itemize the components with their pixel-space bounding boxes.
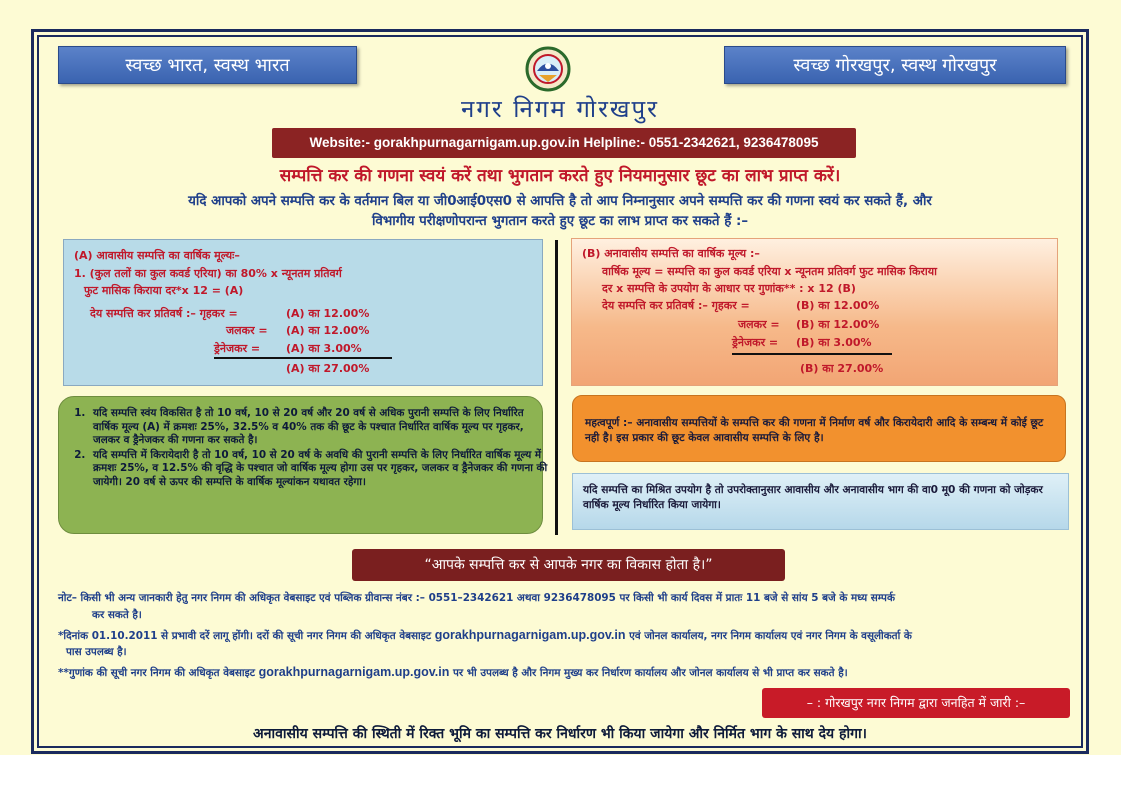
note-3-website-link[interactable]: gorakhpurnagarnigam.up.gov.in [258, 665, 450, 679]
column-divider [555, 240, 558, 535]
note-3-line [58, 663, 848, 682]
slogan-left: स्वच्छ भारत, स्वस्थ भारत [58, 46, 357, 84]
footer-note: अनावासीय सम्पत्ति की स्थिती में रिक्त भूमि का सम्पत्ति कर निर्धारण भी किया जायेगा और निर्मित भाग के साथ देय होगा। [253, 726, 867, 742]
rule-item: 1. यदि सम्पत्ति स्वंय विकसित है तो 10 वर्ष, 10 से 20 वर्ष और 20 वर्ष से अधिक पुरानी सम्पत्ति के लिए निर्धारित वार्षिक मूल्य (A) में क्रमशः 25%, 32.5% व 40% तक की छूट के पश्चात निर्धारित वार्षिक मूल्य पर गृहकर, जलकर व ड्रैनेजकर की गणना कर सकते है। [89, 407, 549, 448]
residential-total: (A) का 27.00% [286, 362, 370, 375]
nonresidential-total: (B) का 27.00% [800, 362, 884, 375]
rules-list [71, 407, 549, 491]
quote-banner: “आपके सम्पत्ति कर से आपके नगर का विकास होता है।” [352, 549, 785, 581]
important-text: महत्वपूर्ण :– अनावासीय सम्पत्तियों के सम्पत्ति कर की गणना में निर्माण वर्ष और किरायेदारी आदि के सम्बन्ध में कोई छूट नही है। इस प्रकार की छूट केवल आवासीय सम्पत्ति के लिए है। [585, 417, 1044, 444]
org-title: नगर निगम गोरखपुर [461, 95, 659, 123]
residential-house-tax-label: देय सम्पत्ति कर प्रतिवर्ष :– गृहकर = [90, 307, 238, 320]
main-heading: सम्पत्ति कर की गणना स्वयं करें तथा भुगतान करते हुए नियमानुसार छूट का लाभ प्राप्त करें। [279, 166, 841, 186]
issued-by-banner: – : गोरखपुर नगर निगम द्वारा जनहित में जारी :– [762, 688, 1070, 718]
note-2-line-1 [58, 626, 912, 645]
nonresidential-sum-line [732, 353, 892, 355]
residential-drain-tax-value: (A) का 3.00% [286, 342, 362, 355]
nonresidential-formula-1: वार्षिक मूल्य = सम्पत्ति का कुल कवर्ड एरिया x न्यूनतम प्रतिवर्ग फुट मासिक किराया [602, 265, 937, 278]
note-2-website-link[interactable]: gorakhpurnagarnigam.up.gov.in [434, 628, 626, 642]
note-1-line-1: नोट– किसी भी अन्य जानकारी हेतु नगर निगम की अधिकृत वेबसाइट एवं पब्लिक ग्रीवान्स नंबर :– 0551–2342621 अथवा 9236478095 पर किसी भी कार्य दिवस में प्रातः 11 बजे से सांय 5 बजे के मध्य सम्पर्क [58, 592, 895, 604]
intro-line-2: विभागीय परीक्षणोपरान्त भुगतान करते हुए छूट का लाभ प्राप्त कर सकते हैं :– [371, 214, 749, 229]
mixed-use-text: यदि सम्पत्ति का मिश्रित उपयोग है तो उपरोक्तानुसार आवासीय और अनावासीय भाग की वा0 मू0 की गणना को जोड़कर वार्षिक मूल्य निर्धारित किया जायेगा। [583, 484, 1043, 511]
residential-water-tax-label: जलकर = [226, 324, 268, 337]
mixed-use-box [572, 473, 1069, 530]
nonresidential-title: (B) अनावासीय सम्पत्ति का वार्षिक मूल्य :– [582, 247, 760, 260]
residential-formula-2: फुट मासिक किराया दर*x 12 = (A) [84, 284, 244, 297]
rules-box [58, 396, 548, 534]
note-1-line-2: कर सकते है। [92, 609, 142, 621]
residential-water-tax-value: (A) का 12.00% [286, 324, 370, 337]
note-3-text-a: **गुणांक की सूची नगर निगम की अधिकृत वेबसाइट [58, 667, 255, 679]
note-2-text-b: एवं जोनल कार्यालय, नगर निगम कार्यालय एवं नगर निगम के वसूलीकर्ता के [629, 630, 912, 642]
website-helpline-bar: Website:- gorakhpurnagarnigam.up.gov.in Helpline:- 0551-2342621, 9236478095 [272, 128, 856, 158]
note-2-line-2: पास उपलब्ध है। [66, 646, 127, 658]
residential-formula-1: 1. (कुल तलों का कुल कवर्ड एरिया) का 80% x न्यूनतम प्रतिवर्ग [74, 267, 342, 280]
nonresidential-water-tax-label: जलकर = [738, 318, 780, 331]
residential-drain-tax-label: ड्रेनेजकर = [214, 342, 261, 355]
nonresidential-drain-tax-value: (B) का 3.00% [796, 336, 872, 349]
intro-text [70, 192, 1050, 232]
nonresidential-box [571, 238, 1058, 386]
rule-item: 2. यदि सम्पत्ति में किरायेदारी है तो 10 वर्ष, 10 से 20 वर्ष के अवधि की पुरानी सम्पत्ति के लिए निर्धारित वार्षिक मूल्य में क्रमशः 25%, व 12.5% की वृद्धि के पश्चात जो वार्षिक मूल्य होगा उस पर गृहकर, जलकर व ड्रैनेजकर की गणना की जायेगी। 20 वर्ष से ऊपर की सम्पत्ति के वार्षिक मूल्यांकन यथावत रहेगा। [89, 449, 549, 490]
nagar-nigam-emblem-icon [525, 46, 571, 92]
nonresidential-house-tax-label: देय सम्पत्ति कर प्रतिवर्ष :– गृहकर = [602, 299, 750, 312]
residential-title: (A) आवासीय सम्पत्ति का वार्षिक मूल्यः– [74, 249, 240, 262]
slogan-right: स्वच्छ गोरखपुर, स्वस्थ गोरखपुर [724, 46, 1066, 84]
nonresidential-water-tax-value: (B) का 12.00% [796, 318, 880, 331]
note-2-text-a: *दिनांक 01.10.2011 से प्रभावी दरें लागू होंगी। दरों की सूची नगर निगम की अधिकृत वेबसाइट [58, 630, 432, 642]
intro-line-1: यदि आपको अपने सम्पत्ति कर के वर्तमान बिल या जी0आई0एस0 से आपत्ति है तो आप निम्नानुसार अपने सम्पत्ति कर की गणना स्वयं कर सकते हैं, और [188, 194, 932, 209]
nonresidential-house-tax-value: (B) का 12.00% [796, 299, 880, 312]
note-3-text-b: पर भी उपलब्ध है और निगम मुख्य कर निर्धारण कार्यालय और जोनल कार्यालय से भी प्राप्त कर सकते है। [452, 667, 848, 679]
nonresidential-formula-2: दर x सम्पत्ति के उपयोग के आधार पर गुणांक** : x 12 (B) [602, 282, 856, 295]
residential-house-tax-value: (A) का 12.00% [286, 307, 370, 320]
residential-sum-line [214, 357, 392, 359]
important-box [572, 395, 1066, 462]
nonresidential-drain-tax-label: ड्रेनेजकर = [732, 336, 779, 349]
residential-box [63, 239, 543, 386]
